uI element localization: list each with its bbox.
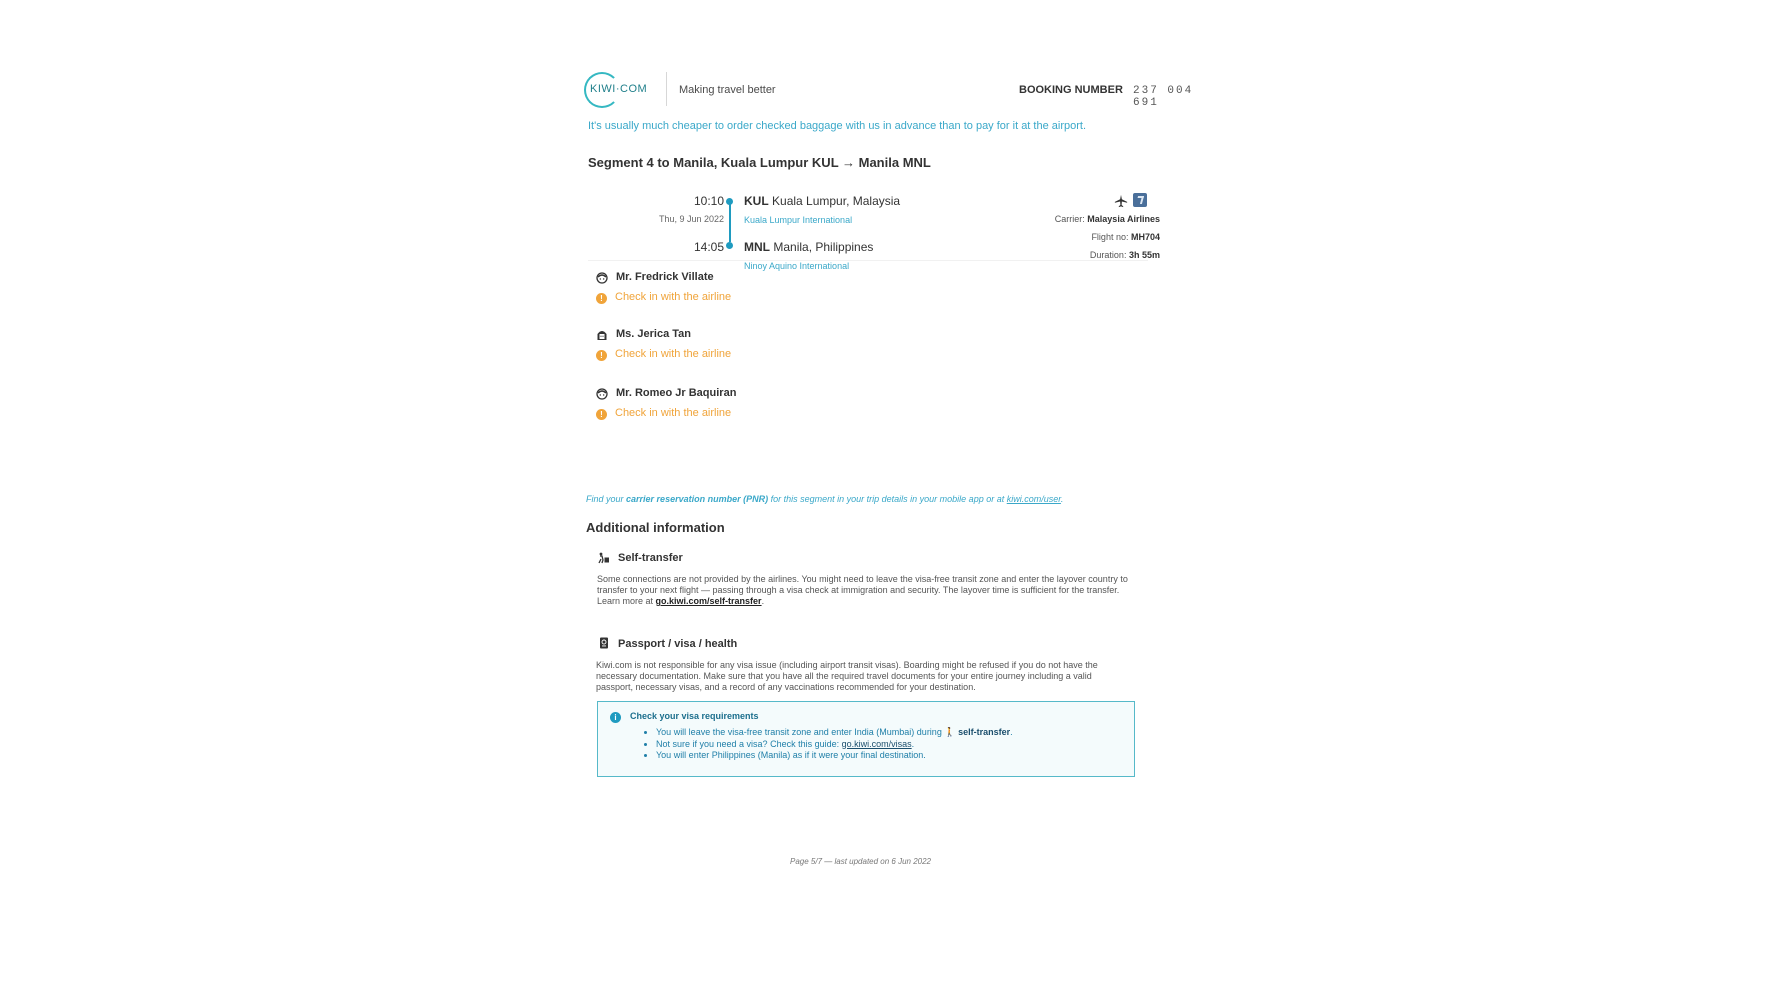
passport-text: Kiwi.com is not responsible for any visa issue (including airport transit visas). Boarding might be refused if you do not have the necessary documentation. Make sure that you have all the required travel documents for your entire journey including a valid passport, necessary visas, and a record of any vaccinations recommended for your destination.: [596, 660, 1098, 692]
passenger-row: [596, 272, 996, 312]
passenger-name: Mr. Fredrick Villate: [616, 271, 714, 283]
tagline: Making travel better: [679, 84, 776, 96]
flight-date: Thu, 9 Jun 2022: [658, 214, 724, 224]
departure-city: Kuala Lumpur, Malaysia: [772, 194, 901, 208]
passenger-row: [596, 388, 996, 428]
passenger-row: [596, 329, 996, 369]
male-passenger-icon: [596, 388, 608, 400]
self-transfer-text: Some connections are not provided by the airlines. You might need to leave the visa-free transit zone and enter the layover country to transfer to your next flight — passing through a visa check at immigration and security. The layover time is sufficient for the transfer. Learn more at go.kiwi.com/self-transfer.: [597, 574, 1128, 606]
passenger-name: Ms. Jerica Tan: [616, 328, 691, 340]
list-item: • Not sure if you need a visa? Check this guide: go.kiwi.com/visas.: [656, 739, 1013, 751]
info-icon: i: [610, 712, 621, 723]
checkin-status: Check in with the airline: [615, 291, 732, 303]
visa-requirements-box: [597, 701, 1135, 777]
carrier-row: Carrier: Malaysia Airlines: [1054, 214, 1160, 224]
checkin-status: Check in with the airline: [615, 407, 732, 419]
header-divider: [666, 72, 667, 106]
visa-guide-link[interactable]: go.kiwi.com/visas: [841, 738, 912, 749]
list-item: • You will enter Philippines (Manila) as if it were your final destination.: [656, 750, 1013, 762]
booking-number: 237 004 691: [1133, 85, 1194, 109]
self-transfer-link[interactable]: go.kiwi.com/self-transfer: [655, 596, 762, 606]
itinerary-page: [584, 60, 1224, 940]
section-divider: [588, 260, 1148, 261]
departure-airport: Kuala Lumpur International: [744, 215, 853, 225]
booking-number-label: BOOKING NUMBER: [1019, 84, 1123, 96]
pnr-term: carrier reservation number (PNR): [626, 494, 769, 504]
carrier-value: Malaysia Airlines: [1087, 214, 1160, 224]
segment-title: Segment 4 to Manila, Kuala Lumpur KUL → Manila MNL: [588, 155, 931, 170]
arrival-airport: Ninoy Aquino International: [744, 261, 850, 271]
arrival-time: 14:05: [693, 240, 724, 254]
kiwi-logo: KIWI·COM: [584, 70, 656, 108]
pnr-note: Find your carrier reservation number (PNR) for this segment in your trip details in your mobile app or at kiwi.com/user.: [586, 494, 1064, 504]
warning-icon: !: [596, 409, 607, 420]
arrival-city: Manila, Philippines: [773, 240, 874, 254]
self-transfer-icon: [598, 552, 610, 564]
page-footer: Page 5/7 — last updated on 6 Jun 2022: [790, 857, 931, 866]
departure-location: [744, 194, 900, 208]
baggage-promo: It's usually much cheaper to order checked baggage with us in advance than to pay for it at the airport.: [588, 120, 1087, 132]
airline-logo-icon: [1133, 193, 1147, 207]
warning-icon: !: [596, 350, 607, 361]
departure-time: 10:10: [693, 194, 724, 208]
list-item: • You will leave the visa-free transit zone and enter India (Mumbai) during 🚶 self-transfer.: [656, 727, 1013, 739]
departure-code: KUL: [744, 194, 769, 208]
flight-details: [1055, 210, 1160, 264]
visa-requirements-list: [642, 727, 1013, 762]
plane-icon: [1114, 194, 1128, 208]
kiwi-user-link[interactable]: kiwi.com/user: [1006, 494, 1061, 504]
self-transfer-icon: 🚶: [944, 727, 956, 737]
visa-box-title: Check your visa requirements: [630, 711, 759, 721]
passenger-name: Mr. Romeo Jr Baquiran: [616, 387, 737, 399]
passport-icon: [598, 637, 610, 649]
duration-row: Duration: 3h 55m: [1089, 250, 1160, 260]
warning-icon: !: [596, 293, 607, 304]
additional-info-title: Additional information: [586, 520, 725, 535]
passport-title: Passport / visa / health: [618, 638, 738, 650]
flight-number-row: Flight no: MH704: [1091, 232, 1160, 242]
self-transfer-title: Self-transfer: [618, 552, 683, 564]
arrival-dot: [726, 242, 733, 249]
checkin-status: Check in with the airline: [615, 348, 732, 360]
duration-value: 3h 55m: [1128, 250, 1160, 260]
flight-number-value: MH704: [1130, 232, 1160, 242]
route-line: [729, 204, 731, 242]
male-passenger-icon: [596, 272, 608, 284]
arrival-location: [744, 240, 873, 254]
female-passenger-icon: [596, 329, 608, 341]
arrival-code: MNL: [744, 240, 770, 254]
